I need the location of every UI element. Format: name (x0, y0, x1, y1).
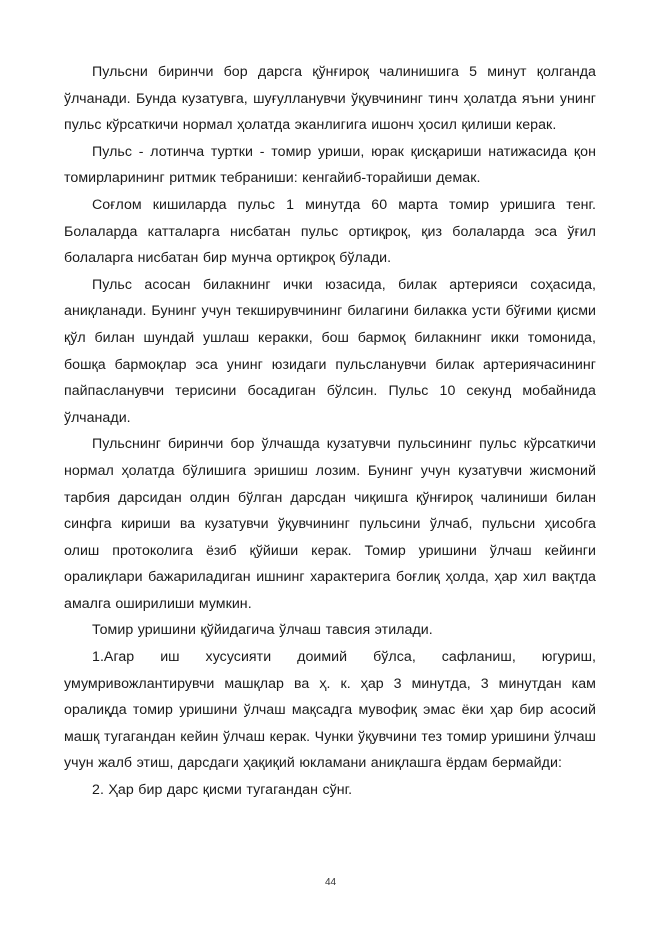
paragraph: Томир уришини қўйидагича ўлчаш тавсия этилади. (92, 622, 433, 639)
paragraph: 2. Ҳар бир дарс қисми тугагандан сўнг. (92, 782, 353, 799)
paragraph: Соғлом кишиларда пульс 1 минутда 60 марта томир уришига тенг. Болаларда катталарга нисбатан пульс ортиқроқ, қиз болаларда эса ўғил болаларга нисбатан бир мунча ортиқроқ бўлади. (64, 196, 596, 267)
paragraph: 1.Агар иш хусусияти доимий бўлса, сафланиш, югуриш, умумривожлантирувчи машқлар ва ҳ. к. ҳар 3 минутда, 3 минутдан кам оралиқда томир уришини ўлчаш мақсадга мувофиқ эмас ёки ҳар бир асосий машқ тугагандан кейин ўлчаш керак. Чунки ўқувчини тез томир уришини ўлчаш учун жалб этиш, дарсдаги ҳақиқий юкламани аниқлашга ёрдам бермайди: (64, 649, 596, 772)
page-number: 44 (324, 877, 337, 888)
document-body (64, 59, 596, 804)
paragraph: Пульс асосан билакнинг ички юзасида, билак артерияси соҳасида, аниқланади. Бунинг учун текширувчининг билагини билакка усти бўғими қисми қўл билан шундай ушлаш керакки, бош бармоқ билакнинг икки томонида, бошқа бармоқлар эса унинг юзидаги пульсланувчи билак артериячасининг пайпасланувчи терисини босадиган бўлсин. Пульс 10 секунд мобайнида ўлчанади. (64, 276, 596, 426)
paragraph: Пульс - лотинча туртки - томир уриши, юрак қисқариши натижасида қон томирларининг ритмик тебраниши: кенгайиб-торайиши демак. (64, 143, 596, 187)
paragraph: Пульсни биринчи бор дарсга қўнғироқ чалинишига 5 минут қолганда ўлчанади. Бунда кузатувга, шуғулланувчи ўқувчининг тинч ҳолатда яъни унинг пульс кўрсаткичи нормал ҳолатда эканлигига ишонч ҳосил қилиши керак. (64, 64, 596, 134)
paragraph: Пульснинг биринчи бор ўлчашда кузатувчи пульсининг пульс кўрсаткичи нормал ҳолатда бўлишига эришиш лозим. Бунинг учун кузатувчи жисмоний тарбия дарсидан олдин бўлган дарсдан чиқишга қўнғироқ чалиниши билан синфга кириши ва кузатувчи ўқувчининг пульсини ўлчаб, пульсни ҳисобга олиш протоколига ёзиб қўйиши керак. Томир уришини ўлчаш кейинги оралиқлари бажариладиган ишнинг характерига боғлиқ ҳолда, ҳар хил вақтда амалга оширилиши мумкин. (64, 436, 596, 612)
